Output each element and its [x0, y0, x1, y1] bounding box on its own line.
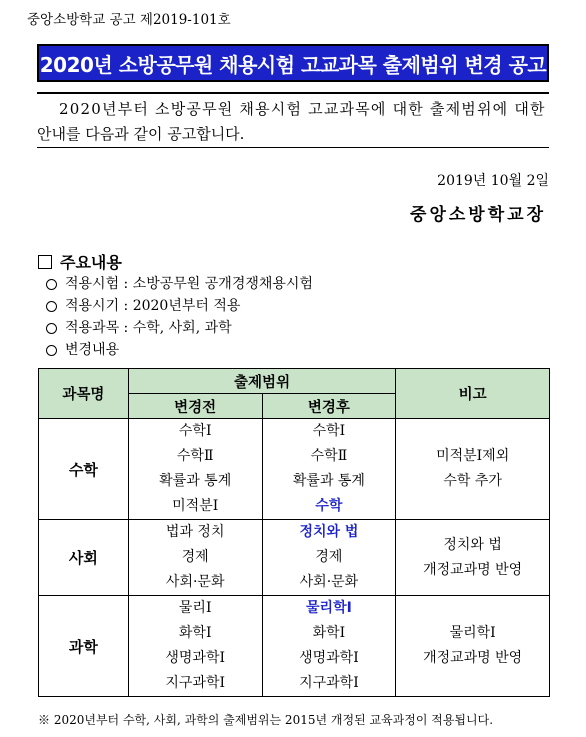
- note-cell: [396, 596, 550, 697]
- before-item: 미적분Ⅰ: [172, 498, 219, 514]
- note-line: 미적분Ⅰ제외: [436, 448, 510, 464]
- after-item: 사회·문화: [299, 574, 359, 590]
- before-item: 수학Ⅰ: [178, 423, 212, 439]
- section-heading-label: 주요내용: [60, 253, 122, 272]
- list-item: [46, 273, 313, 295]
- after-item-changed: 수학: [315, 498, 343, 514]
- header-after: 변경후: [262, 394, 396, 419]
- before-cell: [128, 596, 262, 697]
- after-item: 생명과학Ⅰ: [299, 650, 359, 666]
- after-item: 확률과 통계: [292, 473, 365, 489]
- circle-bullet-icon: [46, 323, 57, 334]
- scope-change-table: [38, 368, 550, 697]
- subject-cell: 과학: [39, 596, 129, 697]
- footnote: ※ 2020년부터 수학, 사회, 과학의 출제범위는 2015년 개정된 교육과정이 적용됩니다.: [38, 713, 494, 727]
- before-item: 확률과 통계: [159, 473, 232, 489]
- table-row: [39, 596, 550, 697]
- note-line: 물리학Ⅰ: [449, 625, 496, 641]
- before-item: 생명과학Ⅰ: [165, 650, 226, 666]
- before-item: 수학Ⅱ: [176, 448, 214, 464]
- header-before: 변경전: [128, 394, 262, 419]
- square-bullet-icon: [38, 255, 52, 269]
- title-banner: [37, 44, 549, 82]
- after-cell: [262, 520, 396, 596]
- before-cell: [128, 419, 262, 520]
- list-item: [46, 295, 313, 317]
- table-row: [39, 419, 550, 520]
- table-row: [39, 520, 550, 596]
- intro-line-1: 2020년부터 소방공무원 채용시험 고교과목에 대한 출제범위에 대한: [59, 100, 546, 118]
- issuer-name: 중앙소방학교장: [410, 205, 546, 225]
- after-item: 수학Ⅱ: [310, 448, 348, 464]
- after-cell: [262, 596, 396, 697]
- after-item: 수학Ⅰ: [312, 423, 346, 439]
- list-item-text: 적용과목 : 수학, 사회, 과학: [65, 320, 232, 336]
- note-line: 개정교과명 반영: [423, 650, 523, 666]
- note-cell: [396, 419, 550, 520]
- before-item: 화학Ⅰ: [178, 625, 212, 641]
- circle-bullet-icon: [46, 279, 57, 290]
- circle-bullet-icon: [46, 345, 57, 356]
- before-item: 법과 정치: [165, 524, 225, 540]
- after-item: 화학Ⅰ: [312, 625, 346, 641]
- before-cell: [128, 520, 262, 596]
- before-item: 물리Ⅰ: [178, 600, 212, 616]
- before-item: 경제: [181, 549, 209, 565]
- note-line: 정치와 법: [443, 536, 502, 553]
- header-note: 비고: [396, 369, 550, 419]
- intro-paragraph: [37, 92, 549, 148]
- subject-cell: 사회: [39, 520, 129, 596]
- after-item-changed: 물리학Ⅰ: [306, 600, 352, 616]
- header-subject: 과목명: [39, 369, 129, 419]
- subject-cell: 수학: [39, 419, 129, 520]
- list-item: [46, 317, 313, 339]
- circle-bullet-icon: [46, 301, 57, 312]
- intro-line-2: 안내를 다음과 같이 공고합니다.: [37, 125, 245, 143]
- after-item: 경제: [315, 549, 343, 565]
- list-item-text: 적용시험 : 소방공무원 공개경쟁채용시험: [65, 276, 313, 292]
- note-line: 수학 추가: [443, 473, 502, 489]
- section-heading: [38, 250, 122, 273]
- note-line: 개정교과명 반영: [423, 561, 523, 578]
- after-cell: [262, 419, 396, 520]
- list-item-text: 적용시기 : 2020년부터 적용: [65, 298, 241, 314]
- notice-date: 2019년 10월 2일: [437, 173, 549, 189]
- before-item: 지구과학Ⅰ: [165, 675, 226, 691]
- after-item-changed: 정치와 법: [299, 524, 359, 540]
- after-item: 지구과학Ⅰ: [299, 675, 359, 691]
- notice-number: 중앙소방학교 공고 제2019-101호: [27, 12, 231, 28]
- list-item-text: 변경내용: [65, 342, 120, 358]
- list-item: [46, 339, 313, 361]
- header-scope: 출제범위: [128, 369, 395, 394]
- note-cell: [396, 520, 550, 596]
- key-points-list: [46, 273, 313, 361]
- before-item: 사회·문화: [165, 574, 225, 590]
- page-title: 2020년 소방공무원 채용시험 고교과목 출제범위 변경 공고: [39, 52, 547, 77]
